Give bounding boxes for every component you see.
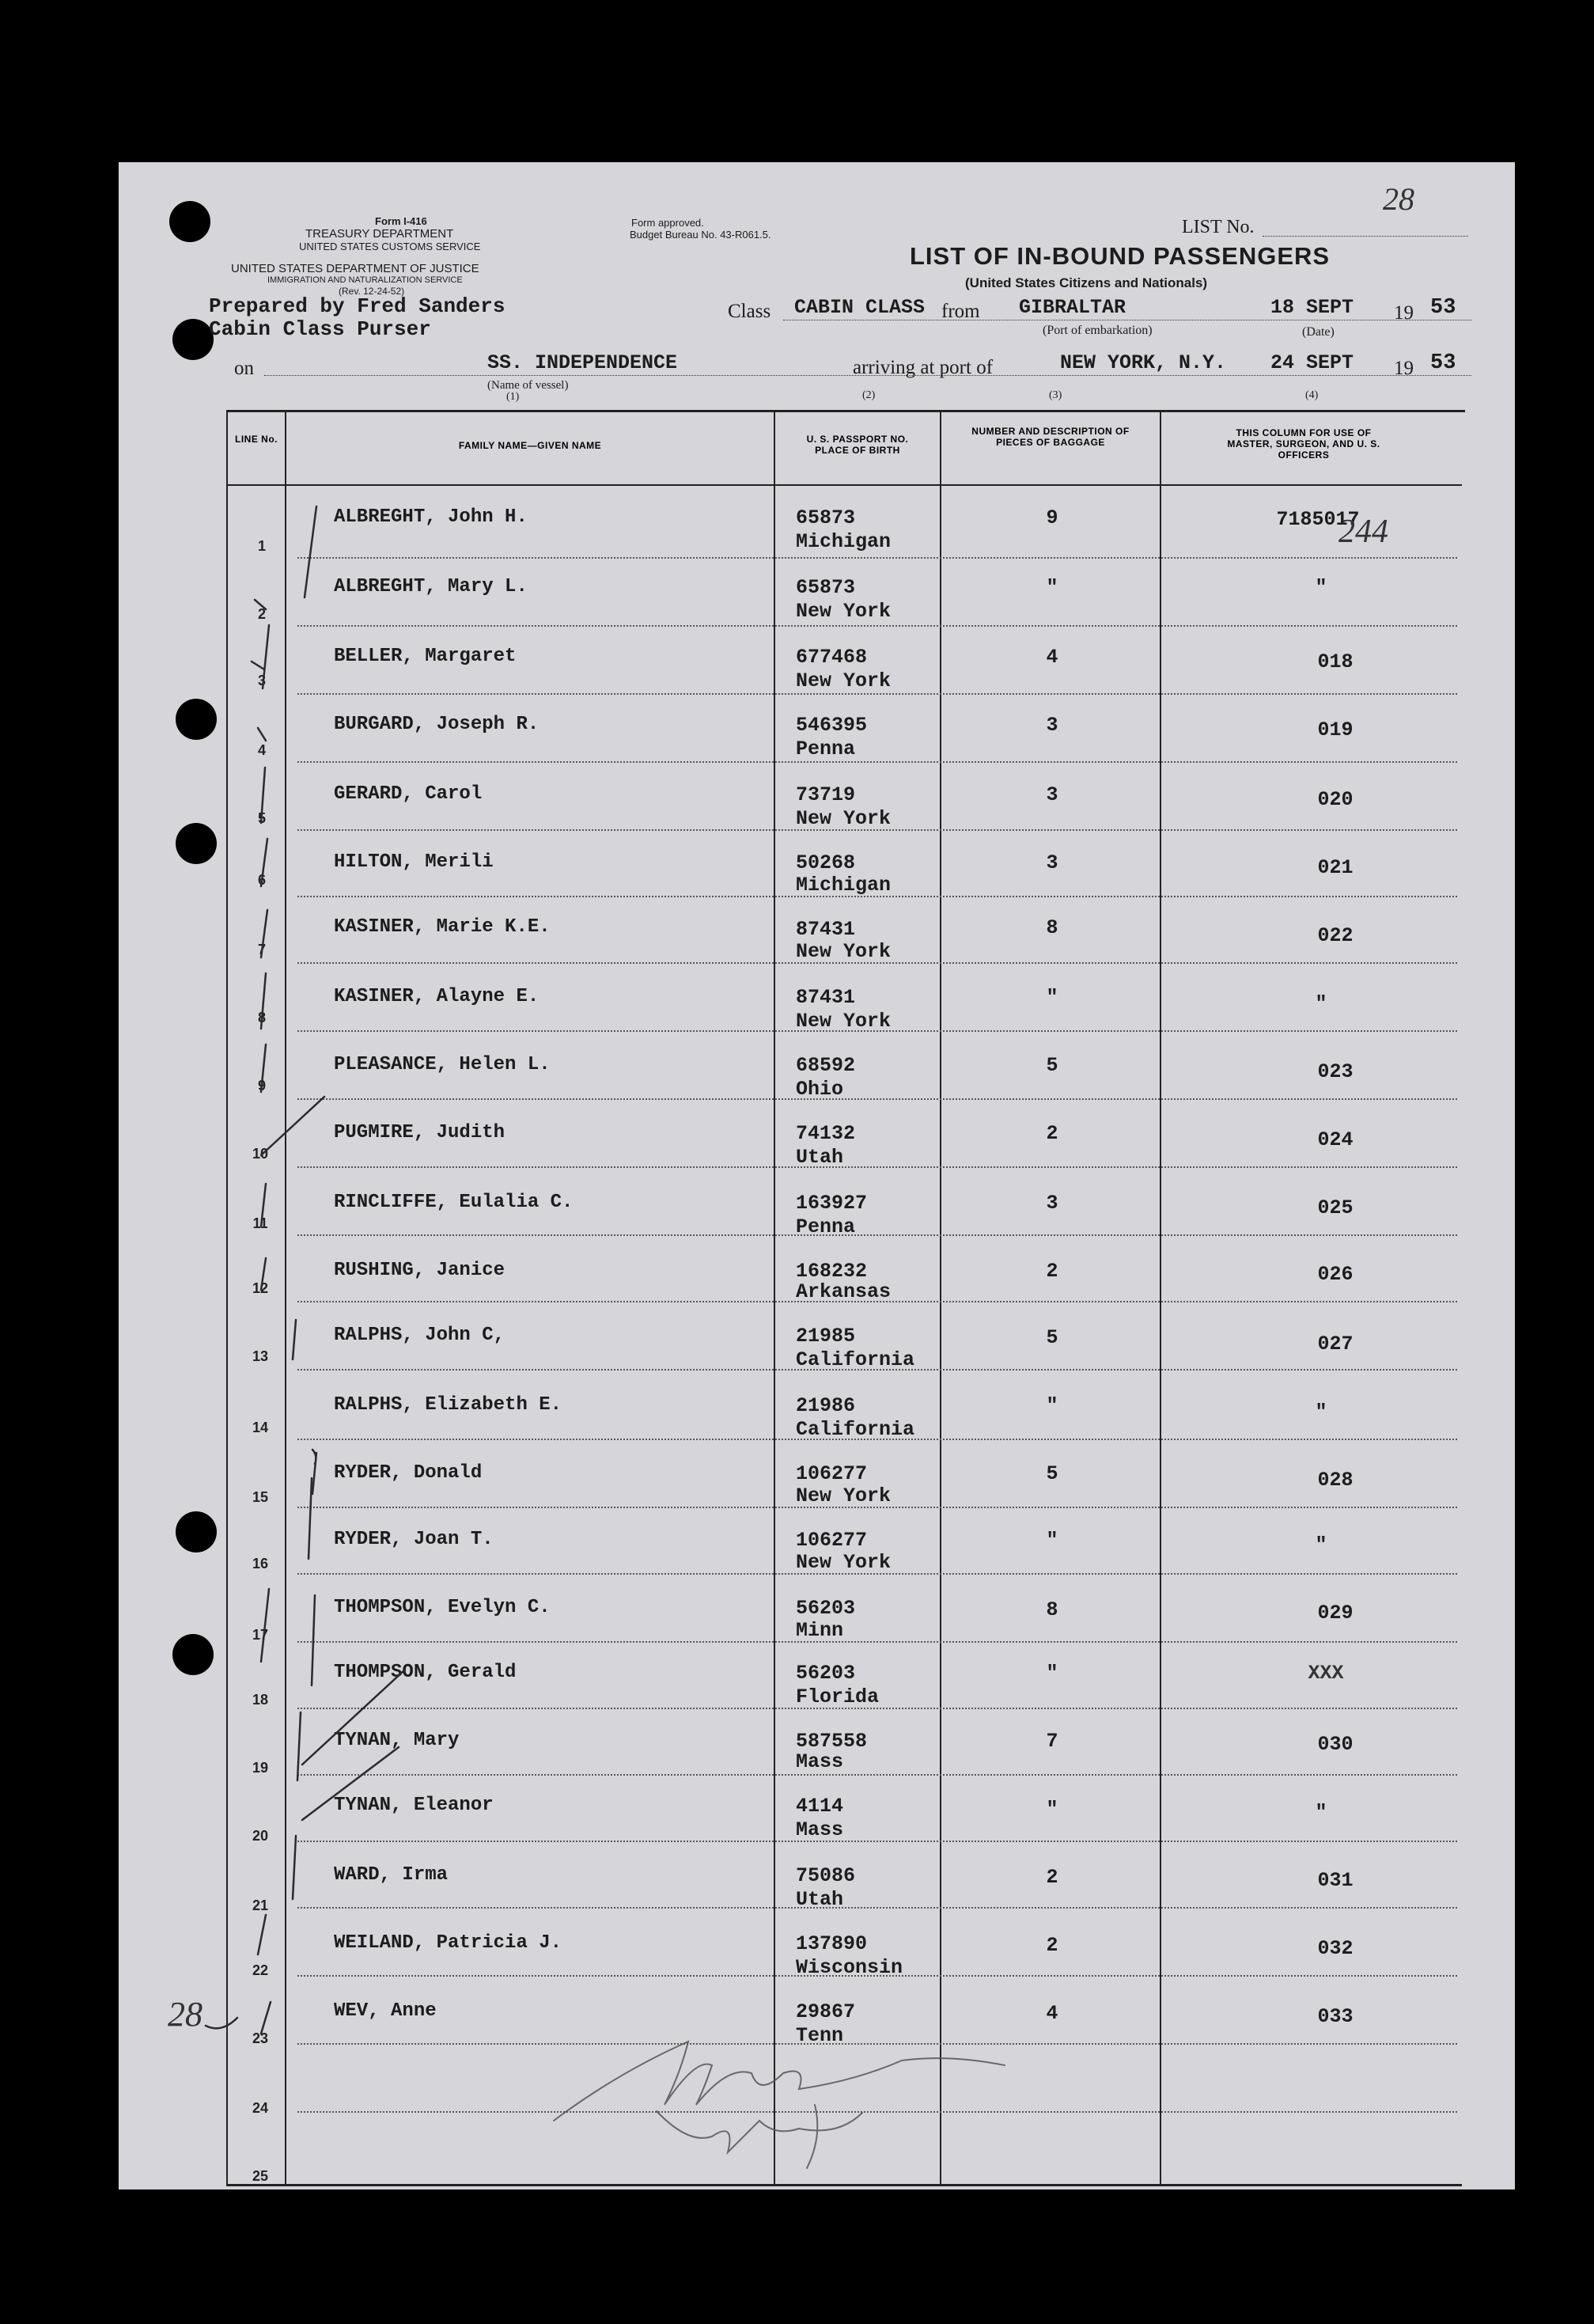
passport-number: 68592 xyxy=(796,1054,856,1077)
passport-number: 4114 xyxy=(796,1795,844,1818)
place-of-birth: Utah xyxy=(796,1888,844,1911)
officer-entry: XXX xyxy=(1308,1662,1344,1685)
officer-entry: 019 xyxy=(1317,718,1354,741)
form-revision: (Rev. 12-24-52) xyxy=(339,286,405,297)
passport-number: 87431 xyxy=(796,986,856,1009)
col-ref-1: (1) xyxy=(506,391,520,403)
baggage-count: 2 xyxy=(1046,1866,1058,1889)
passport-number: 50268 xyxy=(796,851,856,874)
departure-date: 18 SEPT xyxy=(1270,296,1354,319)
officer-entry: 027 xyxy=(1317,1333,1354,1355)
officer-entry: " xyxy=(1315,1534,1327,1556)
line-number: 20 xyxy=(252,1828,269,1844)
baggage-count: " xyxy=(1046,1798,1058,1821)
baggage-count: " xyxy=(1046,1394,1058,1417)
header-line-no: LINE No. xyxy=(235,434,278,445)
passenger-name: RALPHS, John C, xyxy=(334,1325,505,1346)
baggage-count: 3 xyxy=(1046,783,1058,806)
date-caption: (Date) xyxy=(1302,325,1335,339)
passenger-name: ALBREGHT, John H. xyxy=(334,506,528,528)
passenger-name: WEILAND, Patricia J. xyxy=(334,1932,562,1954)
list-no-label: LIST No. xyxy=(1182,217,1255,237)
passport-number: 106277 xyxy=(796,1462,868,1485)
year-prefix-2: 19 xyxy=(1394,358,1414,379)
officer-entry: 033 xyxy=(1317,2005,1354,2028)
officer-entry: 023 xyxy=(1317,1060,1354,1083)
passenger-name: TYNAN, Mary xyxy=(334,1730,460,1751)
passenger-name: RINCLIFFE, Eulalia C. xyxy=(334,1192,574,1213)
on-label: on xyxy=(234,358,254,379)
line-number: 13 xyxy=(252,1348,269,1364)
from-label: from xyxy=(941,301,980,322)
passport-number: 75086 xyxy=(796,1864,856,1887)
passenger-name: RYDER, Donald xyxy=(334,1462,483,1484)
year-prefix: 19 xyxy=(1394,302,1414,324)
line-number: 14 xyxy=(252,1420,269,1435)
line-number: 17 xyxy=(252,1627,269,1643)
officer-entry: 026 xyxy=(1317,1263,1354,1286)
place-of-birth: Tenn xyxy=(796,2024,844,2047)
passenger-name: BURGARD, Joseph R. xyxy=(334,714,540,735)
passport-number: 546395 xyxy=(796,714,868,737)
passenger-name: WARD, Irma xyxy=(334,1864,449,1886)
passenger-name: RYDER, Joan T. xyxy=(334,1529,494,1550)
line-number: 23 xyxy=(252,2030,269,2046)
baggage-count: 5 xyxy=(1046,1326,1058,1349)
passport-number: 106277 xyxy=(796,1529,868,1552)
port-caption: (Port of embarkation) xyxy=(1043,324,1153,337)
passenger-name: RALPHS, Elizabeth E. xyxy=(334,1394,562,1416)
line-number: 22 xyxy=(252,1962,269,1978)
place-of-birth: Michigan xyxy=(796,874,892,897)
header-officers: THIS COLUMN FOR USE OF MASTER, SURGEON, AND U. S. OFFICERS xyxy=(1227,427,1380,461)
line-number: 8 xyxy=(257,1010,266,1026)
officer-entry: 021 xyxy=(1317,856,1354,879)
baggage-count: 8 xyxy=(1046,1598,1058,1621)
baggage-count: 2 xyxy=(1046,1260,1058,1283)
place-of-birth: Penna xyxy=(796,1215,856,1238)
form-number: Form I-416 xyxy=(375,215,427,227)
passenger-name: THOMPSON, Gerald xyxy=(334,1662,517,1683)
officer-entry: 032 xyxy=(1317,1937,1354,1960)
arrival-date: 24 SEPT xyxy=(1270,351,1354,374)
place-of-birth: Minn xyxy=(796,1619,844,1642)
officer-entry: 028 xyxy=(1317,1469,1354,1492)
line-number: 11 xyxy=(252,1215,268,1231)
passport-number: 587558 xyxy=(796,1730,868,1753)
passenger-name: TYNAN, Eleanor xyxy=(334,1795,494,1816)
line-number: 19 xyxy=(252,1760,269,1776)
line-number: 3 xyxy=(257,673,266,688)
officer-entry: 024 xyxy=(1317,1128,1354,1151)
officer-entry: 7185017 xyxy=(1276,508,1360,531)
baggage-count: 4 xyxy=(1046,2002,1058,2025)
line-number: 18 xyxy=(252,1692,269,1708)
passport-number: 87431 xyxy=(796,918,856,941)
baggage-count: 7 xyxy=(1046,1730,1058,1753)
baggage-count: " xyxy=(1046,1529,1058,1552)
officer-entry: 029 xyxy=(1317,1602,1354,1625)
line-number: 4 xyxy=(257,742,266,758)
passport-number: 163927 xyxy=(796,1192,868,1215)
passenger-name: RUSHING, Janice xyxy=(334,1260,505,1281)
passenger-name: HILTON, Merili xyxy=(334,851,494,873)
line-number: 10 xyxy=(252,1146,269,1162)
passport-number: 677468 xyxy=(796,646,868,669)
document-title: LIST OF IN-BOUND PASSENGERS xyxy=(910,242,1331,270)
place-of-birth: New York xyxy=(796,807,892,830)
place-of-birth: New York xyxy=(796,600,892,623)
header-baggage: NUMBER AND DESCRIPTION OF PIECES OF BAGGAGE xyxy=(971,426,1130,448)
document-subtitle: (United States Citizens and Nationals) xyxy=(965,275,1208,290)
baggage-count: 3 xyxy=(1046,851,1058,874)
officer-entry: 030 xyxy=(1317,1733,1354,1756)
passport-number: 65873 xyxy=(796,506,856,529)
col-ref-4: (4) xyxy=(1305,389,1319,401)
page-number: 28 xyxy=(1383,181,1414,217)
immigration-service: IMMIGRATION AND NATURALIZATION SERVICE xyxy=(267,275,463,285)
baggage-count: 9 xyxy=(1046,506,1058,529)
baggage-count: 5 xyxy=(1046,1462,1058,1485)
margin-handwritten-note: 28 xyxy=(168,1995,203,2034)
line-number: 6 xyxy=(257,872,266,888)
col-ref-2: (2) xyxy=(862,389,876,401)
place-of-birth: New York xyxy=(796,1010,892,1033)
line-number: 24 xyxy=(252,2100,269,2116)
place-of-birth: Arkansas xyxy=(796,1280,892,1303)
class-label: Class xyxy=(728,301,771,322)
year-suffix: 53 xyxy=(1430,296,1456,320)
passport-number: 29867 xyxy=(796,2000,856,2023)
passport-number: 73719 xyxy=(796,783,856,806)
line-number: 7 xyxy=(257,942,266,957)
baggage-count: 5 xyxy=(1046,1054,1058,1077)
arrival-port: NEW YORK, N.Y. xyxy=(1060,351,1227,374)
customs-service: UNITED STATES CUSTOMS SERVICE xyxy=(299,241,481,252)
form-approval: Form approved. xyxy=(631,217,704,229)
officer-handwritten-note: 244 xyxy=(1338,514,1388,550)
place-of-birth: Florida xyxy=(796,1685,880,1708)
baggage-count: " xyxy=(1046,576,1058,599)
passenger-name: ALBREGHT, Mary L. xyxy=(334,576,528,597)
baggage-count: 2 xyxy=(1046,1122,1058,1145)
line-number: 12 xyxy=(252,1280,269,1296)
officer-entry: " xyxy=(1315,992,1327,1015)
passenger-name: KASINER, Marie K.E. xyxy=(334,916,551,938)
passport-number: 56203 xyxy=(796,1662,856,1685)
port-of-embarkation: GIBRALTAR xyxy=(1019,296,1126,319)
place-of-birth: New York xyxy=(796,669,892,692)
place-of-birth: California xyxy=(796,1348,915,1371)
line-number: 25 xyxy=(252,2168,269,2184)
officer-entry: 031 xyxy=(1317,1869,1354,1892)
passport-number: 21985 xyxy=(796,1325,856,1348)
passenger-name: THOMPSON, Evelyn C. xyxy=(334,1597,551,1618)
vessel-caption: (Name of vessel) xyxy=(487,379,569,392)
arriving-label: arriving at port of xyxy=(853,357,994,378)
baggage-count: 2 xyxy=(1046,1934,1058,1957)
header-passport: U. S. PASSPORT NO. PLACE OF BIRTH xyxy=(806,434,909,456)
passenger-name: PLEASANCE, Helen L. xyxy=(334,1054,551,1075)
department-of-justice: UNITED STATES DEPARTMENT OF JUSTICE xyxy=(231,262,479,275)
passenger-name: PUGMIRE, Judith xyxy=(334,1122,505,1143)
place-of-birth: New York xyxy=(796,940,892,963)
place-of-birth: Ohio xyxy=(796,1078,844,1101)
officer-entry: 022 xyxy=(1317,924,1354,947)
baggage-count: 3 xyxy=(1046,714,1058,737)
passenger-name: BELLER, Margaret xyxy=(334,646,517,667)
place-of-birth: Mass xyxy=(796,1818,844,1841)
preparer-line-1: Prepared by Fred Sanders xyxy=(209,294,505,318)
place-of-birth: New York xyxy=(796,1484,892,1507)
place-of-birth: Utah xyxy=(796,1146,844,1169)
header-family-name: FAMILY NAME—GIVEN NAME xyxy=(458,440,602,451)
officer-entry: 020 xyxy=(1317,788,1354,811)
passenger-name: WEV, Anne xyxy=(334,2000,437,2022)
line-number: 5 xyxy=(257,810,266,826)
place-of-birth: Michigan xyxy=(796,530,892,553)
class-value: CABIN CLASS xyxy=(794,296,926,319)
line-number: 2 xyxy=(257,606,266,622)
col-ref-3: (3) xyxy=(1049,389,1062,401)
passenger-name: KASINER, Alayne E. xyxy=(334,986,540,1007)
line-number: 16 xyxy=(252,1556,269,1571)
passport-number: 74132 xyxy=(796,1122,856,1145)
budget-bureau: Budget Bureau No. 43-R061.5. xyxy=(630,229,771,241)
line-number: 9 xyxy=(257,1078,266,1094)
place-of-birth: New York xyxy=(796,1551,892,1574)
baggage-count: 3 xyxy=(1046,1192,1058,1215)
line-number: 15 xyxy=(252,1489,269,1505)
officer-entry: " xyxy=(1315,1801,1327,1824)
place-of-birth: California xyxy=(796,1418,915,1441)
officer-entry: " xyxy=(1315,576,1327,599)
year-suffix-2: 53 xyxy=(1430,351,1456,375)
line-number: 1 xyxy=(257,538,266,554)
place-of-birth: Wisconsin xyxy=(796,1956,903,1979)
passport-number: 137890 xyxy=(796,1932,868,1955)
passport-number: 65873 xyxy=(796,576,856,599)
baggage-count: " xyxy=(1046,986,1058,1009)
passport-number: 168232 xyxy=(796,1260,868,1283)
passenger-name: GERARD, Carol xyxy=(334,783,483,805)
line-number: 21 xyxy=(252,1897,269,1913)
officer-entry: 018 xyxy=(1317,650,1354,673)
place-of-birth: Penna xyxy=(796,737,856,760)
preparer-line-2: Cabin Class Purser xyxy=(209,317,431,341)
baggage-count: 4 xyxy=(1046,646,1058,669)
officer-entry: 025 xyxy=(1317,1196,1354,1219)
baggage-count: 8 xyxy=(1046,916,1058,939)
vessel-name: SS. INDEPENDENCE xyxy=(487,351,678,374)
passport-number: 21986 xyxy=(796,1394,856,1417)
passport-number: 56203 xyxy=(796,1597,856,1620)
officer-entry: " xyxy=(1315,1401,1327,1424)
place-of-birth: Mass xyxy=(796,1750,844,1773)
department-name: TREASURY DEPARTMENT xyxy=(305,227,454,241)
baggage-count: " xyxy=(1046,1662,1058,1685)
